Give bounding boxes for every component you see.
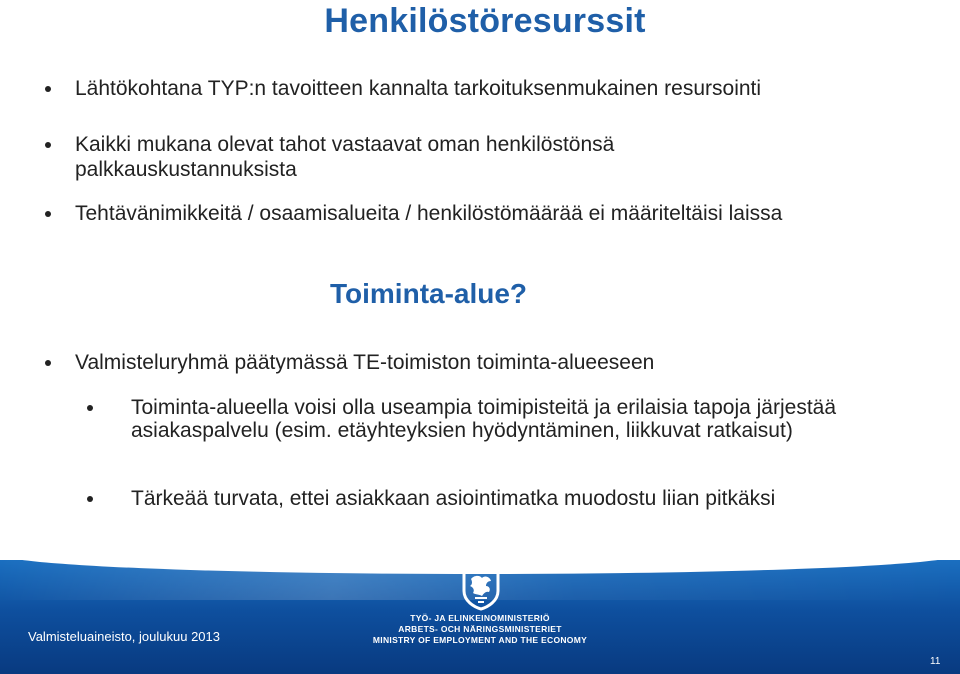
bullet-item: Tehtävänimikkeitä / osaamisalueita / henkilöstömäärää ei määriteltäisi laissa <box>75 201 835 226</box>
ministry-line: MINISTRY OF EMPLOYMENT AND THE ECONOMY <box>372 635 588 645</box>
slide-title: Henkilöstöresurssit <box>324 2 646 40</box>
ministry-line: TYÖ- JA ELINKEINOMINISTERIÖ <box>410 613 550 623</box>
bullet-item: Lähtökohtana TYP:n tavoitteen kannalta tarkoituksenmukainen resursointi <box>75 76 835 101</box>
bullet-item: Kaikki mukana olevat tahot vastaavat oman henkilöstönsä palkkauskustannuksista <box>75 132 835 182</box>
sub-bullet-item: Tärkeää turvata, ettei asiakkaan asiointimatka muodostu liian pitkäksi <box>131 487 851 510</box>
finnish-lion-coat-of-arms-icon <box>458 565 504 611</box>
section-subheading: Toiminta-alue? <box>330 278 528 309</box>
ministry-line: ARBETS- OCH NÄRINGSMINISTERIET <box>398 624 562 634</box>
sub-bullet-item: Toiminta-alueella voisi olla useampia toimipisteitä ja erilaisia tapoja järjestää asiakaspalvelu (esim. etäyhteyksien hyödyntäminen, liikkuvat ratkaisut) <box>131 396 931 442</box>
ministry-name <box>360 613 600 646</box>
bullet-item: Valmisteluryhmä päätymässä TE-toimiston toiminta-alueeseen <box>75 350 875 375</box>
footer-source-text: Valmisteluaineisto, joulukuu 2013 <box>28 629 220 644</box>
page-number: 11 <box>930 656 941 667</box>
